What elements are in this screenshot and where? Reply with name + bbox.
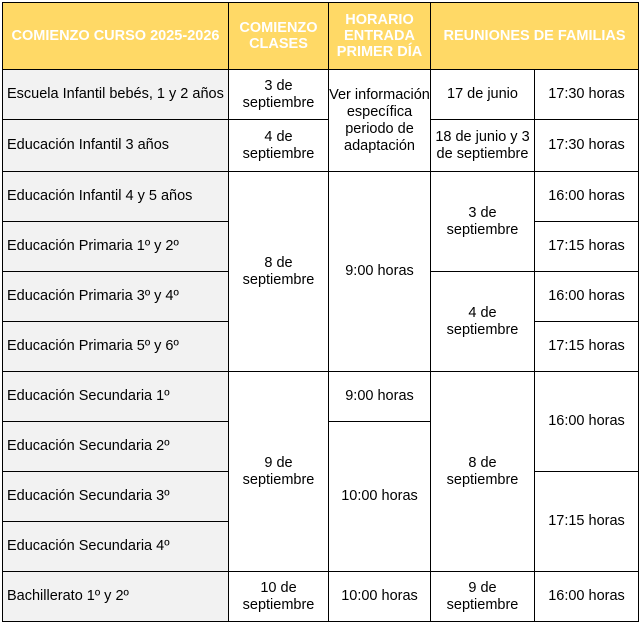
- header-classes-start: COMIENZO CLASES: [229, 3, 329, 70]
- first-day-hours-cell: 10:00 horas: [329, 572, 431, 622]
- level-cell: Educación Primaria 5º y 6º: [3, 322, 229, 372]
- meeting-time-cell: 17:15 horas: [535, 472, 639, 572]
- level-cell: Bachillerato 1º y 2º: [3, 572, 229, 622]
- level-cell: Educación Secundaria 1º: [3, 372, 229, 422]
- meeting-time-cell: 17:30 horas: [535, 120, 639, 172]
- meeting-time-cell: 16:00 horas: [535, 372, 639, 472]
- level-cell: Educación Secundaria 2º: [3, 422, 229, 472]
- header-family-meetings: REUNIONES DE FAMILIAS: [431, 3, 639, 70]
- header-row: [3, 3, 639, 70]
- meeting-time-cell: 16:00 horas: [535, 572, 639, 622]
- meeting-date-cell: 18 de junio y 3 de septiembre: [431, 120, 535, 172]
- header-first-day-hours: HORARIO ENTRADA PRIMER DÍA: [329, 3, 431, 70]
- classes-start-cell: 10 de septiembre: [229, 572, 329, 622]
- table-row: [3, 70, 639, 120]
- level-cell: Educación Secundaria 4º: [3, 522, 229, 572]
- classes-start-cell: 8 de septiembre: [229, 172, 329, 372]
- table-row: [3, 120, 639, 172]
- meeting-time-cell: 17:30 horas: [535, 70, 639, 120]
- level-cell: Educación Primaria 1º y 2º: [3, 222, 229, 272]
- level-cell: Escuela Infantil bebés, 1 y 2 años: [3, 70, 229, 120]
- level-cell: Educación Infantil 3 años: [3, 120, 229, 172]
- level-cell: Educación Secundaria 3º: [3, 472, 229, 522]
- school-calendar-table: [2, 2, 639, 622]
- first-day-hours-cell: 10:00 horas: [329, 422, 431, 572]
- level-cell: Educación Infantil 4 y 5 años: [3, 172, 229, 222]
- meeting-date-cell: 8 de septiembre: [431, 372, 535, 572]
- level-cell: Educación Primaria 3º y 4º: [3, 272, 229, 322]
- meeting-time-cell: 17:15 horas: [535, 222, 639, 272]
- first-day-hours-cell: 9:00 horas: [329, 172, 431, 372]
- meeting-time-cell: 16:00 horas: [535, 172, 639, 222]
- table-row: [3, 172, 639, 222]
- meeting-time-cell: 16:00 horas: [535, 272, 639, 322]
- meeting-date-cell: 9 de septiembre: [431, 572, 535, 622]
- first-day-hours-cell: 9:00 horas: [329, 372, 431, 422]
- first-day-hours-cell: Ver información específica periodo de adaptación: [329, 70, 431, 172]
- meeting-date-cell: 3 de septiembre: [431, 172, 535, 272]
- classes-start-cell: 9 de septiembre: [229, 372, 329, 572]
- table-row: [3, 372, 639, 422]
- table-row: [3, 572, 639, 622]
- meeting-time-cell: 17:15 horas: [535, 322, 639, 372]
- header-course-start: COMIENZO CURSO 2025-2026: [3, 3, 229, 70]
- meeting-date-cell: 17 de junio: [431, 70, 535, 120]
- classes-start-cell: 3 de septiembre: [229, 70, 329, 120]
- classes-start-cell: 4 de septiembre: [229, 120, 329, 172]
- meeting-date-cell: 4 de septiembre: [431, 272, 535, 372]
